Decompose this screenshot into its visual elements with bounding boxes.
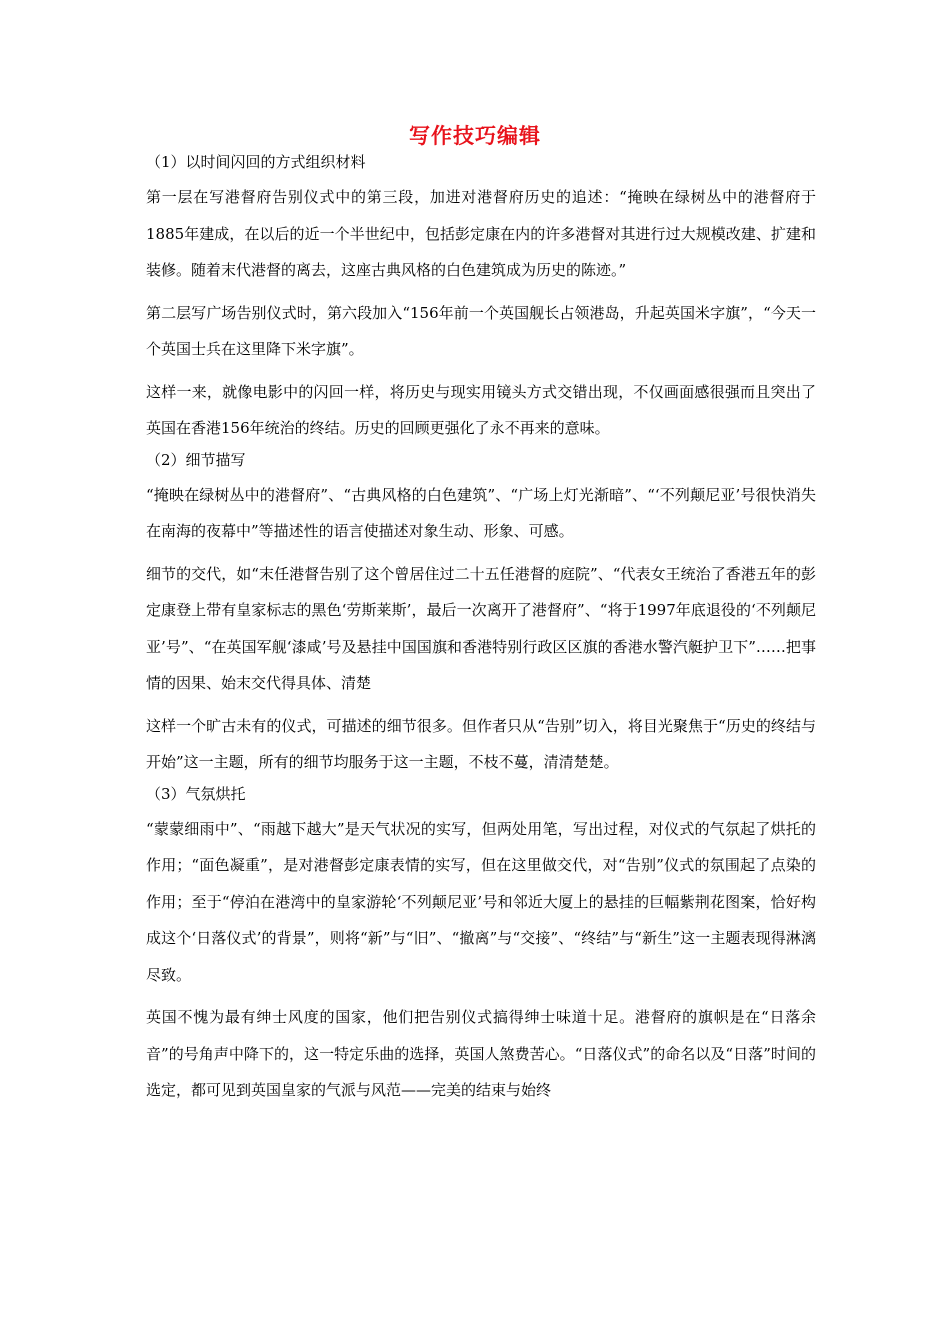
paragraph: “掩映在绿树丛中的港督府”、“古典风格的白色建筑”、“广场上灯光渐暗”、“‘不列颠尼亚’号很快消失在南海的夜幕中”等描述性的语言使描述对象生动、形象、可感。 [146, 485, 816, 540]
paragraph: 这样一个旷古未有的仪式，可描述的细节很多。但作者只从“告别”切入，将目光聚焦于“历史的终结与开始”这一主题，所有的细节均服务于这一主题，不枝不蔓，清清楚楚。 [146, 716, 816, 771]
document-title: 写作技巧编辑 [409, 124, 541, 148]
paragraph: 英国不愧为最有绅士风度的国家，他们把告别仪式搞得绅士味道十足。港督府的旗帜是在“日落余音”的号角声中降下的，这一特定乐曲的选择，英国人煞费苦心。“日落仪式”的命名以及“日落”时间的选定，都可见到英国皇家的气派与风范——完美的结束与始终 [146, 1008, 816, 1099]
paragraph: 第二层写广场告别仪式时，第六段加入“156年前一个英国舰长占领港岛，升起英国米字旗”，“今天一个英国士兵在这里降下米字旗”。 [146, 303, 816, 358]
paragraph: “蒙蒙细雨中”、“雨越下越大”是天气状况的实写，但两处用笔，写出过程，对仪式的气氛起了烘托的作用；“面色凝重”，是对港督彭定康表情的实写，但在这里做交代，对“告别”仪式的氛围起了点染的作用；至于“停泊在港湾中的皇家游轮‘不列颠尼亚’号和邻近大厦上的悬挂的巨幅紫荆花图案，恰好构成这个‘日落仪式’的背景”，则将“新”与“旧”、“撤离”与“交接”、“终结”与“新生”这一主题表现得淋漓尽致。 [146, 819, 816, 984]
section-heading: （3）气氛烘托 [146, 784, 246, 803]
paragraph: 这样一来，就像电影中的闪回一样，将历史与现实用镜头方式交错出现，不仅画面感很强而且突出了英国在香港156年统治的终结。历史的回顾更强化了永不再来的意味。 [146, 382, 816, 437]
section-heading: （1）以时间闪回的方式组织材料 [146, 153, 366, 171]
paragraph: 第一层在写港督府告别仪式中的第三段，加进对港督府历史的追述：“掩映在绿树丛中的港督府于1885年建成，在以后的近一个半世纪中，包括彭定康在内的许多港督对其进行过大规模改建、扩建和装修。随着末代港督的离去，这座古典风格的白色建筑成为历史的陈迹。” [146, 188, 816, 279]
paragraph: 细节的交代，如“末任港督告别了这个曾居住过二十五任港督的庭院”、“代表女王统治了香港五年的彭定康登上带有皇家标志的黑色‘劳斯莱斯’，最后一次离开了港督府”、“将于1997年底退役的‘不列颠尼亚’号”、“在英国军舰‘漆咸’号及悬挂中国国旗和香港特别行政区区旗的香港水警汽艇护卫下”……把事情的因果、始末交代得具体、清楚 [146, 564, 816, 692]
section-heading: （2）细节描写 [146, 450, 246, 469]
document-body [146, 151, 816, 1109]
